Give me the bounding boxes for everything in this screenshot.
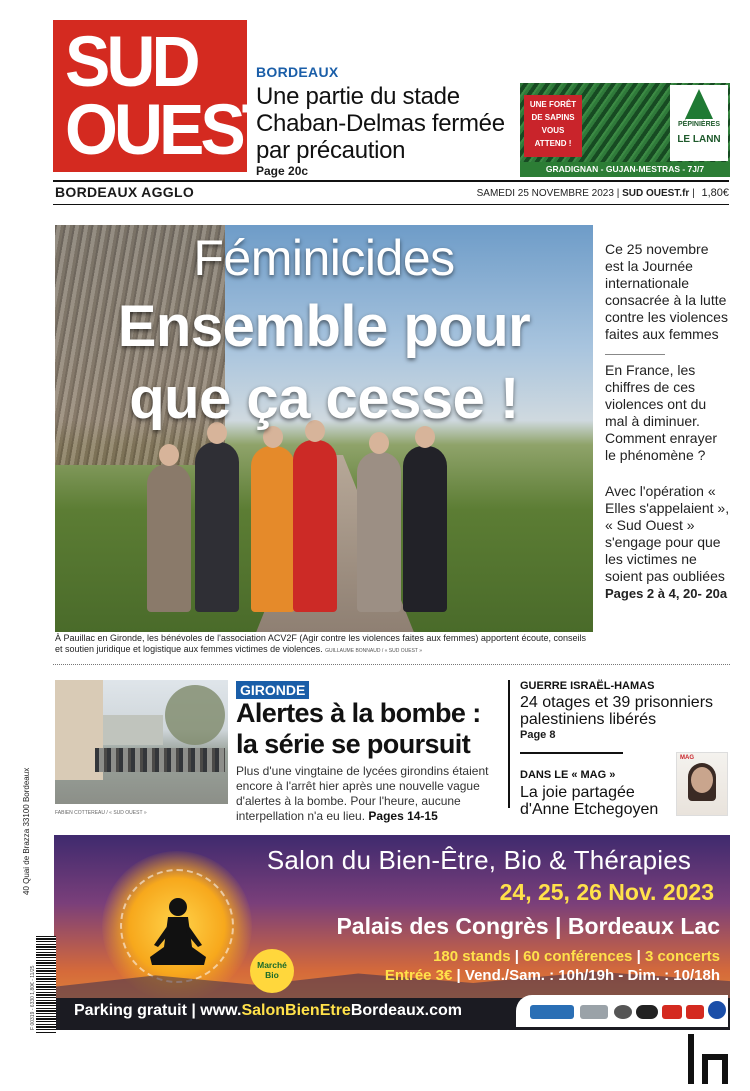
top-story-kicker: BORDEAUX	[256, 64, 339, 80]
gironde-body	[236, 764, 498, 824]
mag-title[interactable]: La joie partagée d'Anne Etchegoyen	[520, 784, 659, 818]
side-paragraph-3-text: Avec l'opération « Elles s'appelaient », « Sud Ouest » s'engage pour que les victimes ne soient pas oubliées	[605, 483, 730, 584]
main-headline-line-1: Féminicides	[193, 230, 455, 286]
sponsor-logos	[516, 995, 728, 1027]
badge-line: Marché	[257, 960, 287, 970]
photo-credit: GUILLAUME BONNAUD / « SUD OUEST »	[325, 648, 423, 654]
salon-headline: Salon du Bien-Être, Bio & Thérapies	[266, 845, 692, 875]
photo-person	[403, 446, 447, 612]
gironde-body-text: Plus d'une vingtaine de lycées girondins étaient encore à l'arrêt hier après une nouvelle vague d'alertes à la bombe. Pour l'heure, aucune interpellation n'a eu lieu.	[236, 764, 489, 823]
israel-kicker: GUERRE ISRAËL-HAMAS	[520, 680, 655, 692]
side-separator	[605, 354, 665, 355]
side-paragraph-1: Ce 25 novembre est la Journée internationale consacrée à la lutte contre les violences faites aux femmes	[605, 241, 728, 342]
parking-text: Parking gratuit | www.	[74, 1002, 242, 1019]
badge-line: Bio	[265, 970, 279, 980]
photo-person	[293, 440, 337, 612]
photo-person	[251, 446, 295, 612]
caption-text: À Pauillac en Gironde, les bénévoles de l'association ACV2F (Agir contre les violences faites aux femmes) apportent écoute, conseils et soutien juridique et logistique aux femmes victimes de violences.	[55, 633, 586, 654]
main-story-photo[interactable]	[55, 225, 593, 632]
site-highlight: SalonBienEtre	[241, 1002, 351, 1019]
photo-person	[357, 452, 401, 612]
salon-conferences: 60 conférences	[523, 948, 633, 965]
sponsor-logo	[708, 1001, 726, 1019]
side-paragraph-2: En France, les chiffres de ces violences ont du mal à diminuer. Comment enrayer le phénomène ?	[605, 362, 718, 463]
ad-brand-box	[670, 85, 728, 161]
top-story-page: Page 20c	[256, 164, 309, 178]
main-headline-line-3: que ça cesse !	[129, 366, 519, 431]
photo-person	[147, 464, 191, 612]
side-paragraph-3	[605, 483, 730, 602]
gironde-pages: Pages 14-15	[368, 809, 438, 823]
mag-kicker: DANS LE « MAG »	[520, 769, 616, 781]
gironde-photo-credit: FABIEN COTTEREAU / « SUD OUEST »	[55, 810, 147, 816]
issue-date: SAMEDI 25 NOVEMBRE 2023	[476, 188, 614, 199]
salon-hours	[354, 967, 720, 984]
ad-brand-top: PÉPINIÈRES	[677, 121, 720, 128]
sponsor-logo	[636, 1005, 658, 1019]
column-rule	[508, 680, 510, 808]
sponsor-logo	[614, 1005, 632, 1019]
top-story[interactable]	[256, 64, 511, 178]
israel-page: Page 8	[520, 729, 556, 741]
sponsor-logo	[662, 1005, 682, 1019]
section-divider	[53, 664, 730, 665]
top-advertisement[interactable]	[520, 83, 730, 177]
ad-brand-name: LE LANN	[677, 134, 721, 145]
israel-title[interactable]: 24 otages et 39 prisonniers palestiniens libérés	[520, 694, 714, 728]
sponsor-logo	[530, 1005, 574, 1019]
top-story-title[interactable]: Une partie du stade Chaban-Delmas fermée par précaution	[256, 83, 505, 164]
ad-badge-line: UNE FORÊT	[529, 100, 577, 109]
logo-line-1: SUD	[65, 22, 197, 102]
mag-thumb-label: MAG	[680, 755, 694, 761]
code-text: F 00319 - 6330 1,80€ - 11/25	[30, 965, 36, 1030]
photo-person	[195, 442, 239, 612]
salon-opening-hours: | Vend./Sam. : 10h/19h - Dim. : 10/18h	[456, 967, 720, 984]
ad-badge-line: ATTEND !	[534, 139, 572, 148]
ad-locations-strip: GRADIGNAN - GUJAN-MESTRAS - 7J/7	[520, 162, 730, 177]
salon-concerts: 3 concerts	[644, 948, 720, 965]
edition-name: BORDEAUX AGGLO	[55, 184, 195, 200]
salon-dates: 24, 25, 26 Nov. 2023	[499, 879, 714, 905]
site-end: Bordeaux.com	[350, 1002, 462, 1019]
gironde-tag: GIRONDE	[236, 681, 309, 699]
ad-badge-line: VOUS	[541, 126, 565, 135]
ad-red-badge	[524, 95, 582, 157]
mag-cover-thumbnail[interactable]	[676, 752, 728, 816]
logo-line-2: OUEST	[65, 90, 280, 170]
salon-advertisement[interactable]	[54, 835, 730, 1030]
marche-bio-badge	[250, 949, 294, 993]
tree-icon	[685, 89, 713, 119]
photo-tree	[165, 685, 225, 745]
barcode	[36, 936, 56, 1034]
edition-bar-bottom-rule	[53, 204, 729, 205]
edition-bar-top-rule	[53, 180, 729, 182]
salon-parking-website[interactable]	[74, 1002, 462, 1020]
salon-entry: Entrée 3€	[384, 967, 453, 984]
dateline: SAMEDI 25 NOVEMBRE 2023 | SUD OUEST.fr | 1,80€	[476, 187, 729, 199]
salon-venue: Palais des Congrès | Bordeaux Lac	[336, 913, 720, 939]
site-link[interactable]: SUD OUEST.fr	[622, 188, 690, 199]
thumb-face	[691, 767, 713, 793]
main-headline-line-2: Ensemble pour	[117, 294, 531, 359]
brief-separator	[520, 752, 623, 754]
photo-crowd	[95, 748, 225, 772]
sponsor-logo	[580, 1005, 608, 1019]
corner-logo-icon	[684, 1030, 734, 1088]
issue-price: 1,80€	[701, 187, 729, 199]
side-pages: Pages 2 à 4, 20- 20a	[605, 586, 728, 601]
main-photo-caption	[55, 633, 595, 657]
salon-stats: 180 stands | 60 conférences | 3 concerts	[433, 948, 720, 965]
sponsor-logo	[686, 1005, 704, 1019]
salon-stands: 180 stands	[433, 948, 511, 965]
meditation-silhouette-icon	[146, 895, 210, 975]
photo-building	[103, 715, 163, 745]
sud-ouest-logo[interactable]	[53, 20, 280, 172]
address-text: 40 Quai de Brazza 33100 Bordeaux	[22, 767, 31, 895]
gironde-title[interactable]: Alertes à la bombe : la série se poursuit	[236, 698, 481, 759]
gironde-photo[interactable]	[55, 680, 228, 804]
ad-badge-line: DE SAPINS	[531, 113, 575, 122]
